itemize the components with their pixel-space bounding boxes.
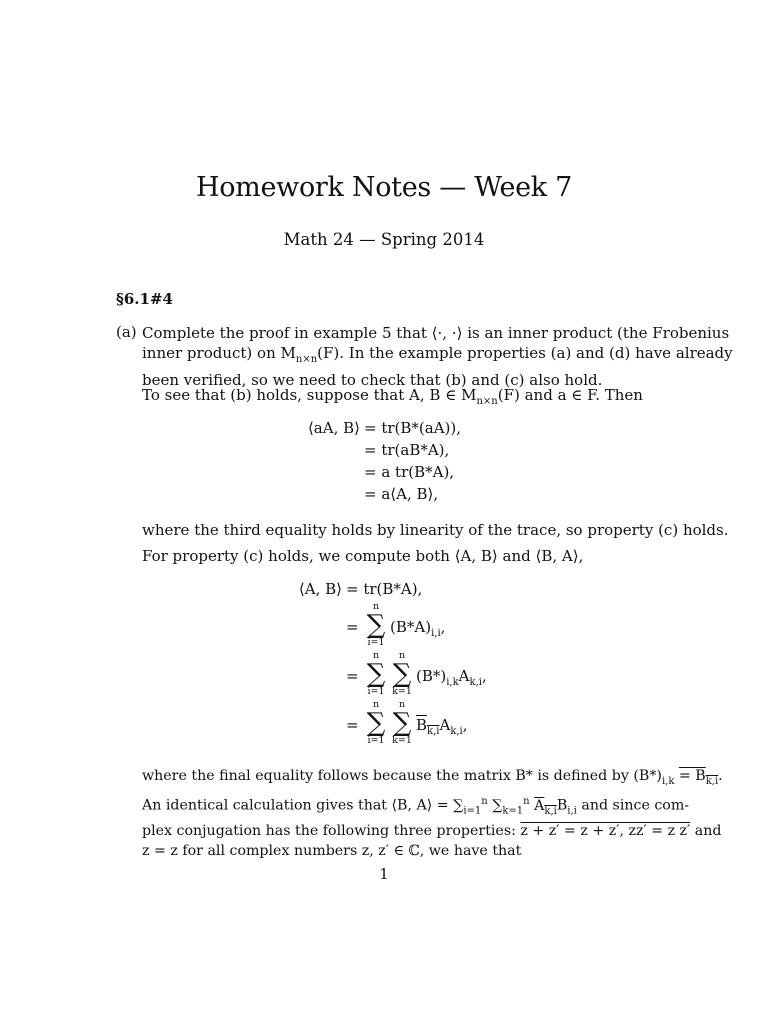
- sum-k-line-3: [390, 651, 414, 697]
- c-intro: [142, 546, 662, 566]
- superscript: n: [481, 795, 488, 807]
- sigma-symbol: ∑: [366, 708, 386, 738]
- section-heading: §6.1#4: [116, 290, 173, 308]
- subscript: i,i: [567, 805, 577, 817]
- sum-lower: i=1: [367, 735, 385, 746]
- eq1-line-4: = a⟨A, B⟩,: [364, 485, 439, 503]
- sigma-symbol: ∑: [366, 610, 386, 640]
- eq2-term: (B*A): [390, 618, 432, 636]
- item-label: (a): [116, 323, 137, 341]
- subscript: k,i: [450, 726, 463, 737]
- intro-line-2a: inner product) on M: [142, 344, 296, 362]
- closing-paragraph: [142, 766, 723, 861]
- comma: ,: [462, 716, 468, 734]
- closing-line-3: [142, 821, 722, 841]
- page-title: Homework Notes — Week 7: [195, 172, 573, 203]
- sigma-symbol: ∑: [392, 708, 412, 738]
- sum-i-line-3: [364, 651, 388, 697]
- eq2-line-3-term: [416, 667, 487, 688]
- b-intro-text: To see that (b) holds, suppose that A, B ∈ M: [142, 386, 477, 404]
- comma: ,: [440, 618, 446, 636]
- subscript: i,k: [661, 775, 675, 787]
- page-number: 1: [379, 865, 389, 883]
- closing-text: z + z′ = z + z′, zz′ = z z′: [520, 823, 691, 840]
- sum-upper: n: [398, 650, 406, 661]
- intro-line-1: Complete the proof in example 5 that ⟨·, ·⟩ is an inner product (the Frobenius: [142, 324, 730, 342]
- intro-line-2b: (F). In the example properties (a) and (d) have already: [317, 344, 733, 362]
- comma: ,: [481, 667, 487, 685]
- eq1-lhs: ⟨aA, B⟩: [307, 419, 360, 437]
- sum-i-line-4: [364, 700, 388, 746]
- intro-line-3: been verified, so we need to check that (b) and (c) also hold.: [142, 371, 603, 389]
- subscript: k=1: [502, 805, 524, 817]
- after-eq1-text: where the third equality holds by linearity of the trace, so property (c) holds.: [142, 521, 729, 539]
- b-intro-tail: (F) and a ∈ F. Then: [497, 386, 643, 404]
- closing-text: B: [556, 797, 568, 814]
- closing-text: A: [534, 797, 545, 814]
- subscript-nxn: n×n: [476, 396, 498, 407]
- c-intro-text: For property (c) holds, we compute both ⟨A, B⟩ and ⟨B, A⟩,: [142, 547, 584, 565]
- sum-lower: k=1: [392, 686, 412, 697]
- equation-block-2: [0, 580, 768, 755]
- closing-text: = B: [678, 768, 706, 784]
- superscript: n: [523, 795, 530, 807]
- subscript: k,i: [427, 726, 440, 737]
- closing-text: where the final equality follows because the matrix B* is defined by (B*): [142, 768, 662, 784]
- closing-text: plex conjugation has the following three properties:: [142, 823, 516, 840]
- subscript: i,k: [446, 677, 459, 688]
- intro-paragraph: [142, 323, 733, 390]
- closing-line-4: z = z for all complex numbers z, z′ ∈ ℂ, we have that: [142, 843, 522, 860]
- page-subtitle: Math 24 — Spring 2014: [283, 230, 485, 249]
- sum-lower: k=1: [392, 735, 412, 746]
- eq2-term: (B*): [416, 667, 447, 685]
- closing-text: and since com-: [581, 797, 690, 814]
- eq2-term: B: [416, 716, 428, 734]
- eq2-line-1: = tr(B*A),: [346, 580, 423, 598]
- subscript-nxn: n×n: [295, 354, 318, 365]
- subscript: k,i: [544, 805, 557, 817]
- sum-k-line-4: [390, 700, 414, 746]
- closing-line-1: where the final equality follows because the matrix B* is defined by $(B*)_{i,k} = B_{k,i}$.: [142, 768, 723, 787]
- eq1-line-2: = tr(aB*A),: [364, 441, 450, 459]
- subscript: k,i: [705, 775, 719, 787]
- sigma-symbol: ∑: [392, 659, 412, 689]
- eq2-term: A: [439, 716, 451, 734]
- eq2-line-3-eq: =: [346, 667, 359, 685]
- sum-upper: n: [398, 699, 406, 710]
- sigma-symbol: ∑: [366, 659, 386, 689]
- sum-upper: n: [372, 601, 380, 612]
- sum-lower: i=1: [367, 686, 385, 697]
- intro-line-2: [142, 343, 733, 370]
- sum-upper: n: [372, 650, 380, 661]
- closing-text: An identical calculation gives that ⟨B, A⟩ = ∑: [142, 797, 464, 814]
- subscript: i,i: [431, 628, 441, 639]
- sum-i-line-2: [364, 602, 388, 648]
- closing-text: and: [694, 823, 722, 840]
- eq1-line-1: = tr(B*(aA)),: [364, 419, 462, 437]
- eq2-line-2-eq: =: [346, 618, 359, 636]
- sum-upper: n: [372, 699, 380, 710]
- eq2-term: A: [458, 667, 470, 685]
- closing-line-2: An identical calculation gives that ⟨B, A⟩ = $\sum_{i=1}^n$ $\sum_{k=1}^n$ $A_{k,i}B_{i,i}$ and since com-: [142, 795, 690, 817]
- eq1-line-3: = a tr(B*A),: [364, 463, 455, 481]
- eq2-line-4-term: [416, 716, 468, 737]
- subscript: k,i: [469, 677, 482, 688]
- equation-block-1: [0, 419, 768, 509]
- eq2-lhs: ⟨A, B⟩: [298, 580, 342, 598]
- b-intro: [142, 385, 662, 412]
- subscript: i=1: [463, 805, 482, 817]
- eq2-line-4-eq: =: [346, 716, 359, 734]
- after-eq1: [142, 520, 729, 540]
- sum-lower: i=1: [367, 637, 385, 648]
- eq2-line-2-term: [390, 618, 445, 639]
